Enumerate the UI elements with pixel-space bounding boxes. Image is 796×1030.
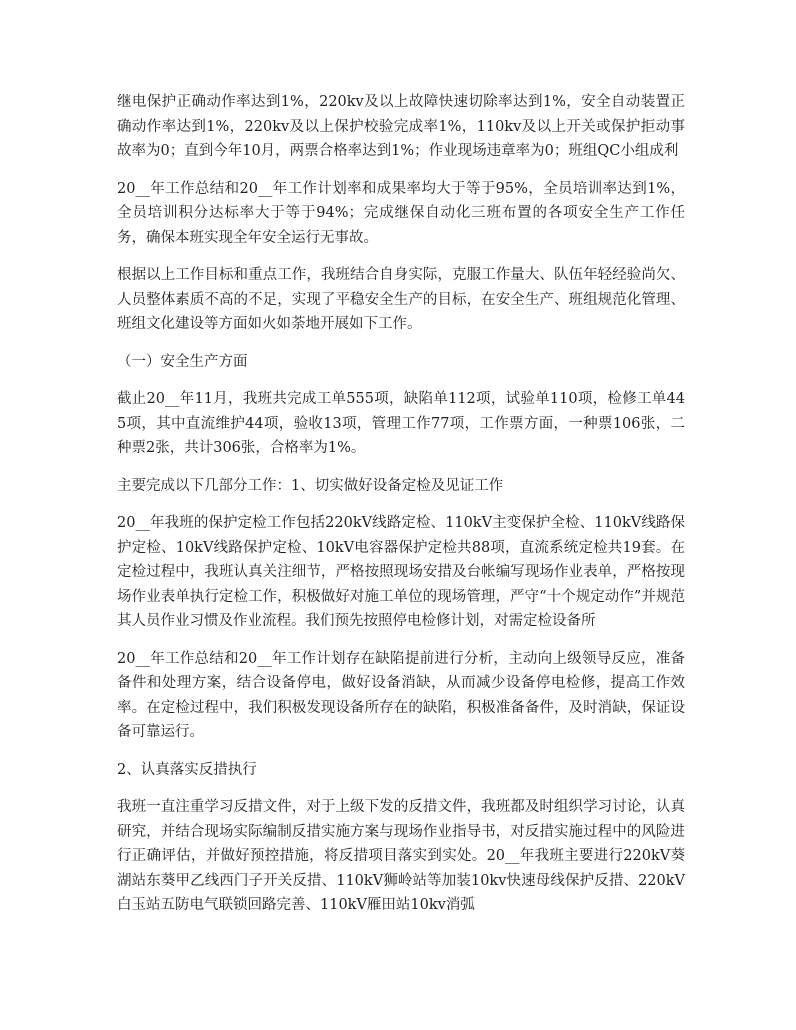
document-body [117, 90, 685, 931]
paragraph-3: 根据以上工作目标和重点工作，我班结合自身实际，克服工作量大、队伍年轻经验尚欠、人员整体素质不高的不足，实现了平稳安全生产的目标，在安全生产、班组规范化管理、班组文化建设等方面如火如荼地开展如下工作。 [117, 267, 685, 332]
paragraph-1: 继电保护正确动作率达到1%，220kv及以上故障快速切除率达到1%，安全自动装置正确动作率达到1%，220kv及以上保护校验完成率1%，110kv及以上开关或保护拒动事故率为0；直到今年10月，两票合格率达到1%；作业现场违章率为0；班组QC小组成利 [117, 94, 685, 159]
paragraph-8: 20__年工作总结和20__年工作计划存在缺陷提前进行分析，主动向上级领导反应，准备备件和处理方案，结合设备停电，做好设备消缺，从而减少设备停电检修，提高工作效率。在定检过程中，我们积极发现设备所存在的缺陷，积极准备备件，及时消缺，保证设备可靠运行。 [117, 650, 685, 740]
paragraph-7: 20__年我班的保护定检工作包括220kV线路定检、110kV主变保护全检、110kV线路保护定检、10kV线路保护定检、10kV电容器保护定检共88项，直流系统定检共19套。在定检过程中，我班认真关注细节，严格按照现场安措及台帐编写现场作业表单，严格按现场作业表单执行定检工作，积极做好对施工单位的现场管理，严守“十个规定动作”并规范其人员作业习惯及作业流程。我们预先按照停电检修计划，对需定检设备所 [117, 515, 685, 629]
paragraph-6: 主要完成以下几部分工作：1、切实做好设备定检及见证工作 [117, 477, 504, 494]
paragraph-5: 截止20__年11月，我班共完成工单555项，缺陷单112项，试验单110项，检修工单445项，其中直流维护44项，验收13项，管理工作77项，工作票方面，一种票106张，二种票2张，共计306张，合格率为1%。 [117, 391, 685, 456]
paragraph-10: 我班一直注重学习反措文件，对于上级下发的反措文件，我班都及时组织学习讨论，认真研究，并结合现场实际编制反措实施方案与现场作业指导书，对反措实施过程中的风险进行正确评估，并做好预控措施，将反措项目落实到实处。20__年我班主要进行220kV葵湖站东葵甲乙线西门子开关反措、110kV狮岭站等加装10kv快速母线保护反措、220kV白玉站五防电气联锁回路完善、110kV雁田站10kv消弧 [117, 799, 685, 913]
paragraph-2: 20__年工作总结和20__年工作计划率和成果率均大于等于95%，全员培训率达到1%，全员培训积分达标率大于等于94%；完成继保自动化三班布置的各项安全生产工作任务，确保本班实现全年安全运行无事故。 [117, 180, 685, 246]
section-heading-anti-measures: 2、认真落实反措执行 [117, 761, 257, 778]
section-heading-safety: （一）安全生产方面 [117, 353, 248, 370]
